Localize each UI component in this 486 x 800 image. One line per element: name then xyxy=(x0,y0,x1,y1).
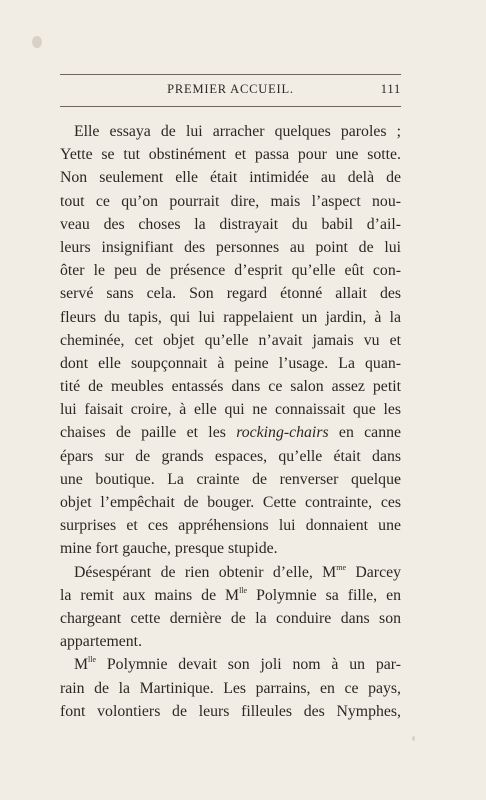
line-text: chaises de paille et les xyxy=(60,424,237,442)
paper-stain xyxy=(32,36,42,48)
text-line xyxy=(60,491,401,514)
text-line xyxy=(60,537,401,560)
text-line xyxy=(60,166,401,189)
text-line xyxy=(60,120,401,143)
line-text: chargeant cette dernière de la conduire dans son xyxy=(60,609,401,627)
text-line xyxy=(60,421,401,444)
text-line xyxy=(60,468,401,491)
line-text: en canne xyxy=(328,424,401,442)
text-line xyxy=(60,445,401,468)
line-text: épars sur de grands espaces, qu’elle était dans xyxy=(60,447,401,465)
line-text: servé sans cela. Son regard étonné allait des xyxy=(60,285,401,303)
line-text: font volontiers de leurs filleules des Nymphes, xyxy=(60,702,401,720)
line-text: objet l’empêchait de bouger. Cette contrainte, ces xyxy=(60,494,401,511)
line-text: appartement. xyxy=(60,633,143,651)
running-title: PREMIER ACCUEIL. xyxy=(167,82,294,96)
text-line xyxy=(60,561,401,584)
text-line xyxy=(60,306,401,329)
line-text: Non seulement elle était intimidée au delà de xyxy=(60,169,401,187)
text-line xyxy=(60,236,401,259)
line-text: Elle essaya de lui arracher quelques paroles ; xyxy=(74,123,401,140)
line-text: ôter le peu de présence d’esprit qu’elle eût con- xyxy=(60,262,401,280)
text-line xyxy=(60,375,401,398)
line-text: Polymnie sa fille, en xyxy=(247,586,402,604)
text-line xyxy=(60,352,401,375)
line-text: la remit aux mains de M xyxy=(60,586,240,604)
text-line xyxy=(60,630,401,653)
abbrev-superscript: lle xyxy=(239,585,248,595)
line-text: fleurs du tapis, qui lui rappelaient un jardin, à la xyxy=(60,308,401,326)
line-text: surprises et ces appréhensions lui donnaient une xyxy=(60,517,401,535)
text-line xyxy=(60,584,401,607)
line-text: Darcey xyxy=(346,563,401,581)
line-text: tité de meubles entassés dans ce salon assez petit xyxy=(60,378,401,396)
text-line xyxy=(60,213,401,236)
text-line xyxy=(60,700,401,723)
line-text: dont elle soupçonnait à peine l’usage. La quan- xyxy=(60,354,401,372)
line-text: rain de la Martinique. Les parrains, en ce pays, xyxy=(60,679,401,697)
page-number: 111 xyxy=(380,82,401,96)
header-top-rule xyxy=(60,74,401,75)
line-text: mine fort gauche, presque stupide. xyxy=(60,540,278,558)
text-line xyxy=(60,677,401,700)
line-text: M xyxy=(74,656,89,674)
line-text: Désespérant de rien obtenir d’elle, M xyxy=(74,563,337,581)
text-line xyxy=(60,607,401,630)
abbrev-superscript: me xyxy=(336,562,347,572)
line-text: veau des choses la distrayait du babil d’ail- xyxy=(60,215,401,233)
line-text: cheminée, cet objet qu’elle n’avait jamais vu et xyxy=(60,331,401,349)
text-line xyxy=(60,514,401,537)
text-line xyxy=(60,329,401,352)
running-header xyxy=(60,82,401,100)
line-text: une boutique. La crainte de renverser quelque xyxy=(60,470,401,488)
text-line xyxy=(60,282,401,305)
text-line xyxy=(60,398,401,421)
paper-stain xyxy=(412,736,415,741)
line-text: lui faisait croire, à elle qui ne connaissait que les xyxy=(60,401,401,419)
abbrev-superscript: lle xyxy=(88,655,97,665)
line-text: leurs insignifiant des personnes au point de lui xyxy=(60,238,401,256)
text-line xyxy=(60,143,401,166)
line-text: tout ce qu’on pourrait dire, mais l’aspect nou- xyxy=(60,192,401,210)
line-text: Yette se tut obstinément et passa pour une sotte. xyxy=(60,146,401,164)
text-line xyxy=(60,259,401,282)
text-line xyxy=(60,653,401,676)
italic-text: rocking-chairs xyxy=(236,424,329,442)
line-text: Polymnie devait son joli nom à un par- xyxy=(96,656,401,674)
header-bottom-rule xyxy=(60,106,401,107)
body-text xyxy=(60,120,401,723)
text-line xyxy=(60,190,401,213)
